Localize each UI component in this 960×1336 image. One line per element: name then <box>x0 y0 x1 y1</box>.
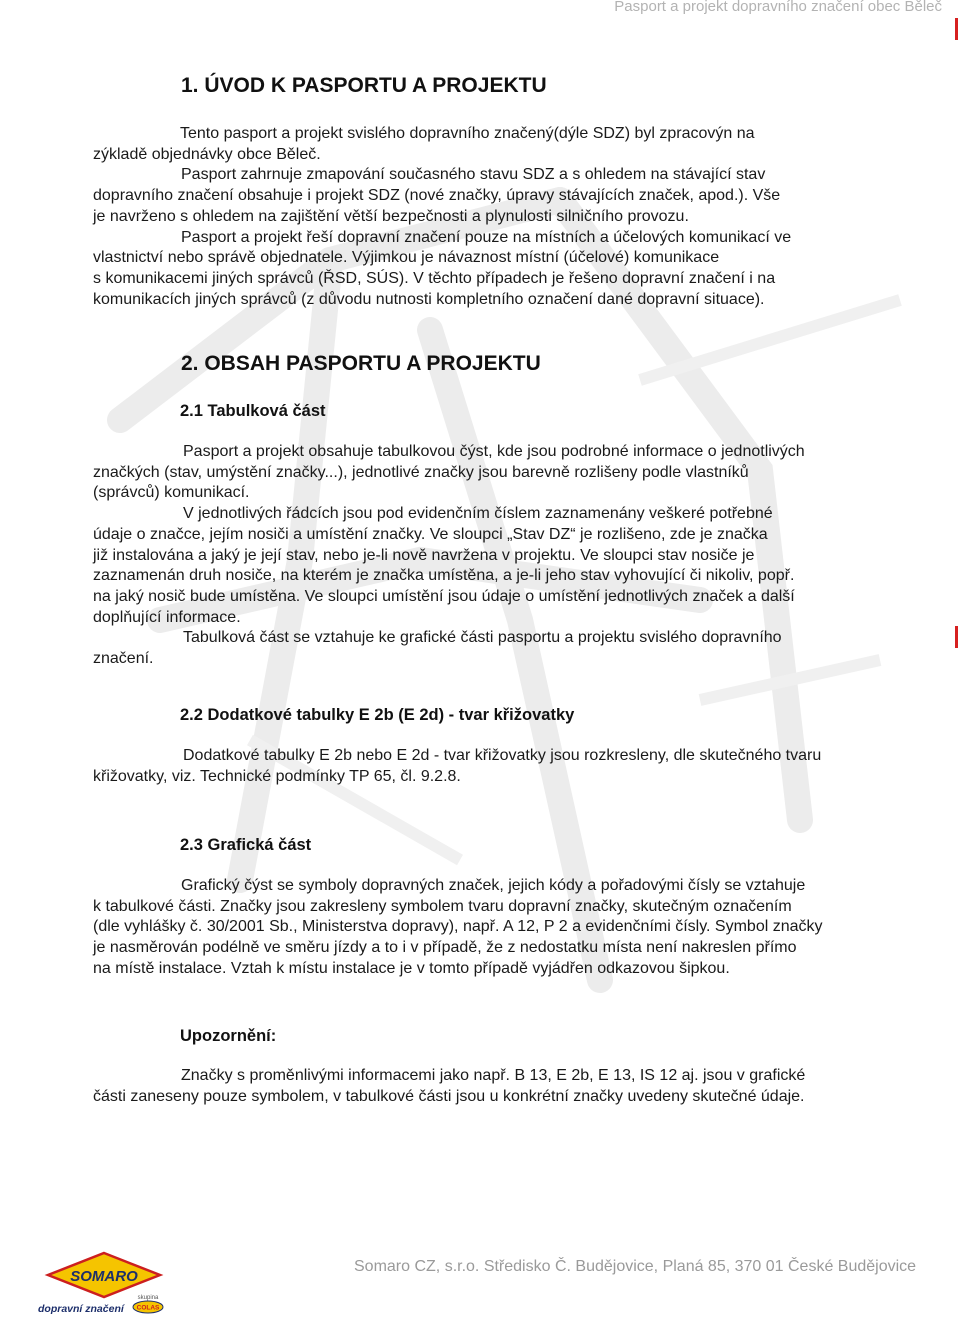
paragraph-line: již instalována a jaký je její stav, nebo je-li nově navržena v projektu. Ve sloupci stav nosiče je <box>93 546 755 564</box>
paragraph-line: s komunikacemi jiných správců (ŘSD, SÚS). V těchto případech je řešeno dopravní značení i na <box>93 269 776 287</box>
section2-1-heading: 2.1 Tabulková část <box>180 402 326 420</box>
paragraph-line: Tabulková část se vztahuje ke grafické části pasportu a projektu svislého dopravního <box>183 629 782 647</box>
paragraph-line: části zaneseny pouze symbolem, v tabulkové části jsou u konkrétní značky uvedeny skutečné údaje. <box>93 1087 805 1105</box>
section2-3-heading: 2.3 Grafická část <box>180 836 312 854</box>
paragraph-line: údaje o značce, jejím nosiči a umístění značky. Ve sloupci „Stav DZ“ je rozlišeno, zde je značka <box>93 525 768 543</box>
section2-2-body <box>93 746 821 787</box>
paragraph-line: (správců) komunikací. <box>93 484 250 502</box>
paragraph-line: Pasport zahrnuje zmapování současného stavu SDZ a s ohledem na stávající stav <box>181 166 766 184</box>
paragraph-line: Pasport a projekt řeší dopravní značení pouze na místních a účelových komunikací ve <box>181 228 792 246</box>
warning-body <box>93 1066 805 1107</box>
paragraph-line: V jednotlivých řádcích jsou pod evidenčním číslem zaznamenány veškeré potřebné <box>183 505 773 523</box>
paragraph-line: vlastnictví nebo správě objednatele. Výjimkou je návaznost místní (účelové) komunikace <box>93 249 720 267</box>
paragraph-line: zýkladě objednávky obce Běleč. <box>93 145 321 163</box>
paragraph-line: značkých (stav, umýstění značky...), jednotlivé značky jsou barevně rozlišeny podle vlastníků <box>93 463 749 481</box>
paragraph-line: Pasport a projekt obsahuje tabulkovou čýst, kde jsou podrobné informace o jednotlivých <box>183 443 805 460</box>
somaro-logo <box>34 1251 174 1317</box>
paragraph-line: (dle vyhlášky č. 30/2001 Sb., Ministerstva dopravy), např. A 12, P 2 a evidenčními čísly. Symbol značky <box>93 918 823 936</box>
paragraph-line: k tabulkové části. Značky jsou zakresleny symbolem tvaru dopravní značky, skutečným označením <box>93 897 792 915</box>
paragraph-line: komunikacích jiných správců (z důvodu nutnosti kompletního označení dané dopravní situace). <box>93 290 765 308</box>
footer-company-address: Somaro CZ, s.r.o. Středisko Č. Budějovice, Planá 85, 370 01 České Budějovice <box>354 1258 917 1275</box>
paragraph-line: Dodatkové tabulky E 2b nebo E 2d - tvar křižovatky jsou rozkresleny, dle skutečného tvaru <box>183 747 822 764</box>
paragraph-line: Grafický čýst se symboly dopravných značek, jejich kódy a pořadovými čísly se vztahuje <box>181 877 806 894</box>
section2-3-body <box>93 876 823 980</box>
red-edge-mark <box>955 18 958 40</box>
section1-heading: 1. ÚVOD K PASPORTU A PROJEKTU <box>181 74 547 97</box>
paragraph-line: dopravního značení obsahuje i projekt SDZ (nové značky, úpravy stávajících značek, apod.). Vše <box>93 187 781 205</box>
paragraph-line: značení. <box>93 650 154 668</box>
paragraph-line: je navrženo s ohledem na zajištění větší bezpečnosti a plynulosti silničního provozu. <box>93 207 689 225</box>
logo-tagline: dopravní značení <box>38 1303 124 1315</box>
header-title: Pasport a projekt dopravního značení obec Běleč <box>614 0 942 15</box>
paragraph-line: křižovatky, viz. Technické podmínky TP 65, čl. 9.2.8. <box>93 767 461 785</box>
section2-2-heading: 2.2 Dodatkové tabulky E 2b (E 2d) - tvar křižovatky <box>180 706 575 724</box>
paragraph-line: je nasměrován podélně ve směru jízdy a to i v případě, že z nedostatku místa není nakreslen přímo <box>93 939 797 957</box>
section2-heading: 2. OBSAH PASPORTU A PROJEKTU <box>181 352 541 375</box>
section1-body <box>93 124 791 310</box>
paragraph-line: zaznamenán druh nosiče, na kterém je značka umístěna, a je-li jeho stav vyhovující či nikoliv, popř. <box>93 567 795 585</box>
paragraph-line: Tento pasport a projekt svislého dopravního značený(dýle SDZ) byl zpracovýn na <box>180 125 755 142</box>
section2-1-body <box>93 442 805 670</box>
paragraph-line: Značky s proměnlivými informacemi jako např. B 13, E 2b, E 13, IS 12 aj. jsou v grafické <box>181 1067 806 1084</box>
paragraph-line: na místě instalace. Vztah k místu instalace je v tomto případě vyjádřen odkazovou šipkou. <box>93 959 730 977</box>
logo-group-brand: COLAS <box>136 1304 160 1312</box>
logo-brand-text: SOMARO <box>70 1268 138 1285</box>
warning-heading: Upozornění: <box>180 1027 277 1045</box>
red-edge-mark <box>955 626 958 648</box>
paragraph-line: na jaký nosič bude umístěna. Ve sloupci umístění jsou údaje o umístění jednotlivých značek a další <box>93 587 795 605</box>
logo-group-label: skupina <box>137 1295 159 1301</box>
paragraph-line: doplňující informace. <box>93 608 241 626</box>
